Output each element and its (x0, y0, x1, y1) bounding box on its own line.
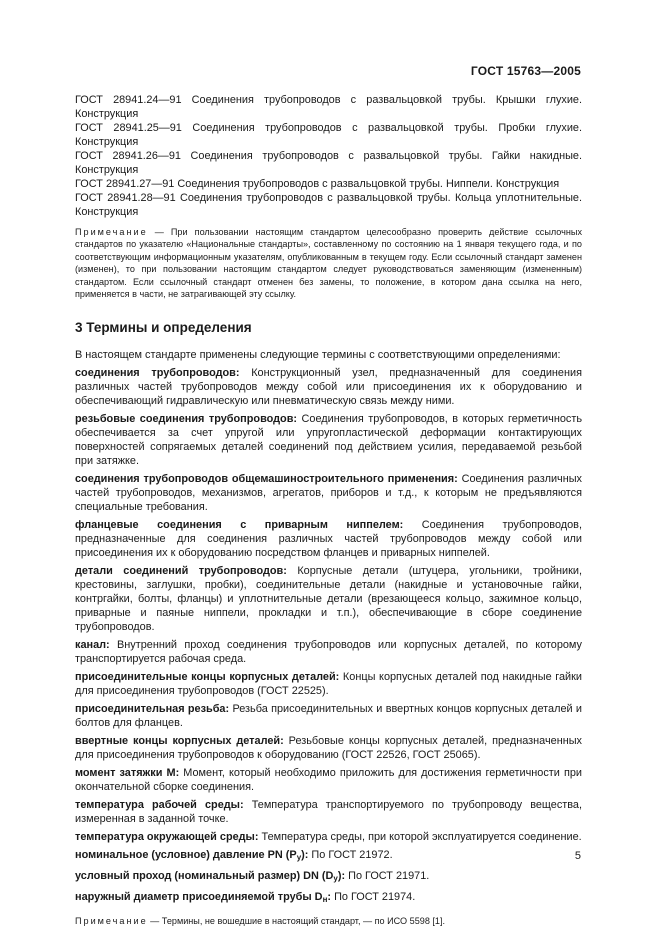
term-name: ввертные концы корпусных деталей: (75, 735, 284, 748)
term-name: температура окружающей среды: (75, 831, 259, 844)
section-title: 3 Термины и определения (75, 320, 252, 336)
term-definition (75, 766, 582, 794)
term-name: температура рабочей среды: (75, 799, 244, 812)
page-content (75, 93, 582, 927)
term-definition (75, 366, 582, 408)
term-text: По ГОСТ 21972. (308, 849, 393, 862)
section-intro: В настоящем стандарте применены следующие термины с соответствующими определениями: (75, 349, 561, 362)
term-text: По ГОСТ 21971. (345, 870, 430, 883)
term-name: детали соединений трубопроводов: (75, 565, 287, 578)
term-definition (75, 734, 582, 762)
document-code-header: ГОСТ 15763—2005 (470, 64, 581, 78)
term-text: Резьбовые концы корпусных деталей, предназначенных для присоединения трубопроводов к оборудованию (ГОСТ 22526, ГОСТ 25065). (75, 735, 583, 762)
term-name: присоединительные концы корпусных деталей: (75, 671, 340, 684)
reference-item: ГОСТ 28941.26—91 Соединения трубопроводов с развальцовкой трубы. Гайки накидные. Конструкция (75, 150, 582, 176)
term-name: наружный диаметр присоединяемой трубы $D_н$: (75, 891, 332, 905)
term-text: Момент, который необходимо приложить для достижения герметичности при окончательной сборке соединения. (75, 767, 582, 794)
term-name: момент затяжки M: (75, 767, 180, 780)
term-definition (75, 890, 582, 907)
term-text: Корпусные детали (штуцера, угольники, тройники, крестовины, заглушки, пробки), соединительные детали (накидные и установочные гайки, контргайки, болты, фланцы) и уплотнительные детали (врезающееся кольцо, зажимное кольцо, приварные и паяные ниппели, прокладки и т.п.), обеспечивающие в сборе соединение трубопроводов. (75, 565, 583, 634)
reference-item: ГОСТ 28941.24—91 Соединения трубопроводов с развальцовкой трубы. Крышки глухие. Конструкция (75, 94, 582, 120)
term-text: По ГОСТ 21974. (331, 891, 416, 904)
term-definition (75, 702, 582, 730)
term-definition (75, 518, 582, 560)
reference-item: ГОСТ 28941.27—91 Соединения трубопроводов с развальцовкой трубы. Ниппели. Конструкция (75, 178, 560, 190)
term-text: Температура транспортируемого по трубопроводу вещества, измеренная в заданной точке. (75, 799, 582, 826)
term-text: Внутренний проход соединения трубопроводов или корпусных деталей, по которому транспортируется рабочая среда. (75, 639, 582, 666)
term-name: соединения трубопроводов: (75, 367, 240, 380)
term-text: Соединения различных частей трубопроводов, механизмов, агрегатов, приборов и т.д., к которым не предъявляются специальные требования. (75, 473, 582, 514)
term-text: Концы корпусных деталей под накидные гайки для присоединения трубопроводов (ГОСТ 22525). (75, 671, 582, 698)
term-text: Резьба присоединительных и ввертных концов корпусных деталей и болтов для фланцев. (75, 703, 582, 730)
term-definition (75, 798, 582, 826)
term-definition (75, 869, 582, 886)
reference-item: ГОСТ 28941.25—91 Соединения трубопроводов с развальцовкой трубы. Пробки глухие. Конструкция (75, 122, 582, 148)
note-label: Примечание (75, 916, 148, 927)
term-name: присоединительная резьба: (75, 703, 230, 716)
term-definition (75, 472, 582, 514)
term-definition (75, 638, 582, 666)
term-definition (75, 564, 582, 634)
term-definition (75, 412, 582, 468)
page-number: 5 (574, 850, 581, 862)
note-terms (75, 915, 582, 927)
note-references (75, 226, 582, 300)
term-name: номинальное (условное) давление PN $(P_у)$: (75, 849, 309, 863)
term-name: канал: (75, 639, 110, 652)
reference-item: ГОСТ 28941.28—91 Соединения трубопроводов с развальцовкой трубы. Кольца уплотнительные. Конструкция (75, 192, 582, 218)
note-text: — При пользовании настоящим стандартом целесообразно проверить действие ссылочных стандартов по указателю «Национальные стандарты», составленному по состоянию на 1 января текущего года, и по соответствующим информационным указателям, опубликованным в текущем году. Если ссылочный стандарт заменен (изменен), то при пользовании настоящим стандартом следует руководствоваться заменяющим (измененным) стандартом. Если ссылочный стандарт отменен без замены, то положение, в котором дана ссылка на него, применяется в части, не затрагивающей эту ссылку. (75, 227, 582, 300)
term-name: условный проход (номинальный размер) DN $(D_у)$: (75, 870, 346, 884)
term-text: Конструкционный узел, предназначенный для соединения различных частей трубопроводов между собой или присоединения их к оборудованию и обеспечивающий гидравлическую или пневматическую связь между ними. (75, 367, 582, 408)
term-definition (75, 670, 582, 698)
term-name: соединения трубопроводов общемашиностроительного применения: (75, 473, 458, 486)
term-name: резьбовые соединения трубопроводов: (75, 413, 298, 426)
term-definition (75, 830, 582, 844)
term-name: фланцевые соединения с приварным ниппелем: (75, 519, 404, 532)
term-text: Соединения трубопроводов, предназначенные для соединения различных частей трубопроводов между собой или присоединения их к оборудованию посредством фланцев и приварных ниппелей. (75, 519, 582, 560)
note-label: Примечание (75, 227, 148, 237)
term-definition (75, 848, 582, 865)
term-text: Температура среды, при которой эксплуатируется соединение. (258, 831, 582, 844)
note-text: — Термины, не вошедшие в настоящий стандарт, — по ИСО 5598 [1]. (147, 916, 446, 927)
term-text: Соединения трубопроводов, в которых герметичность обеспечивается за счет упругой или упругопластической деформации контактирующих поверхностей сопрягаемых деталей соединений под действием усилия, передаваемой резьбой при затяжке. (75, 413, 582, 468)
